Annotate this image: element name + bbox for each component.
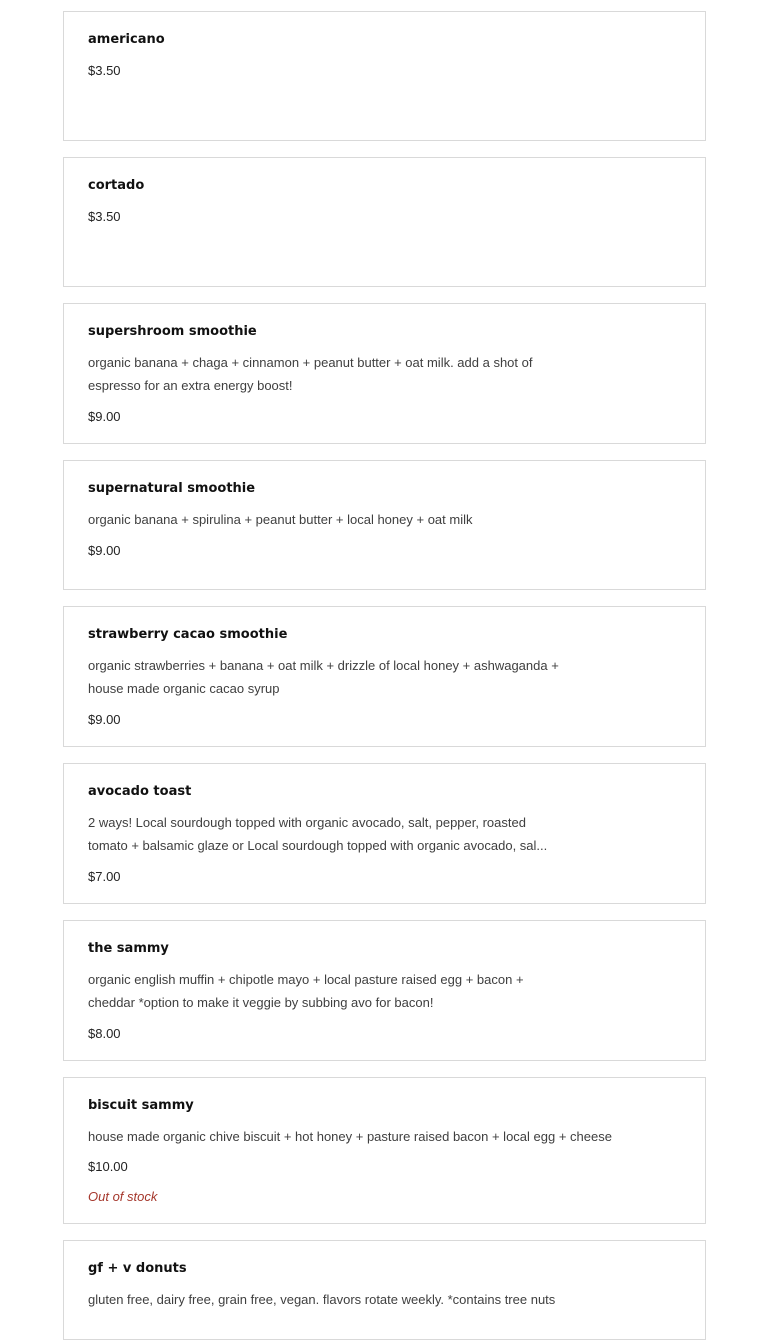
item-name: strawberry cacao smoothie bbox=[88, 627, 288, 642]
menu-item-card[interactable] bbox=[63, 157, 706, 287]
menu-item-card[interactable] bbox=[63, 920, 706, 1061]
item-description: organic english muffin + chipotle mayo + local pasture raised egg + bacon + cheddar *option to make it veggie by subbing avo for bacon! bbox=[88, 972, 524, 1010]
menu-item-card[interactable] bbox=[63, 460, 706, 590]
menu-item-card[interactable] bbox=[63, 1240, 706, 1340]
item-name: the sammy bbox=[88, 941, 169, 956]
out-of-stock-label: Out of stock bbox=[88, 1189, 158, 1204]
item-description: 2 ways! Local sourdough topped with organic avocado, salt, pepper, roasted tomato + balsamic glaze or Local sourdough topped with organic avocado, sal... bbox=[88, 815, 548, 853]
item-name: biscuit sammy bbox=[88, 1098, 194, 1113]
item-price: $9.00 bbox=[88, 543, 121, 558]
item-price: $3.50 bbox=[88, 63, 121, 78]
menu-item-card[interactable] bbox=[63, 606, 706, 747]
item-price: $9.00 bbox=[88, 712, 121, 727]
item-description: gluten free, dairy free, grain free, vegan. flavors rotate weekly. *contains tree nuts bbox=[88, 1292, 556, 1307]
menu-item-card[interactable] bbox=[63, 1077, 706, 1224]
item-price: $8.00 bbox=[88, 1026, 121, 1041]
item-price: $10.00 bbox=[88, 1159, 128, 1174]
item-name: supershroom smoothie bbox=[88, 324, 257, 339]
item-name: americano bbox=[88, 32, 165, 47]
item-name: gf + v donuts bbox=[88, 1261, 187, 1276]
item-name: supernatural smoothie bbox=[88, 481, 256, 496]
item-description: organic banana + chaga + cinnamon + peanut butter + oat milk. add a shot of espresso for an extra energy boost! bbox=[88, 355, 533, 393]
item-name: avocado toast bbox=[88, 784, 192, 799]
item-description: organic banana + spirulina + peanut butter + local honey + oat milk bbox=[88, 512, 473, 527]
item-description: organic strawberries + banana + oat milk + drizzle of local honey + ashwaganda + house made organic cacao syrup bbox=[88, 658, 559, 696]
item-price: $9.00 bbox=[88, 409, 121, 424]
item-price: $7.00 bbox=[88, 869, 121, 884]
item-name: cortado bbox=[88, 178, 145, 193]
menu-item-card[interactable] bbox=[63, 303, 706, 444]
item-price: $3.50 bbox=[88, 209, 121, 224]
item-description: house made organic chive biscuit + hot honey + pasture raised bacon + local egg + cheese bbox=[88, 1129, 612, 1144]
menu-item-card[interactable] bbox=[63, 763, 706, 904]
menu-item-card[interactable] bbox=[63, 11, 706, 141]
